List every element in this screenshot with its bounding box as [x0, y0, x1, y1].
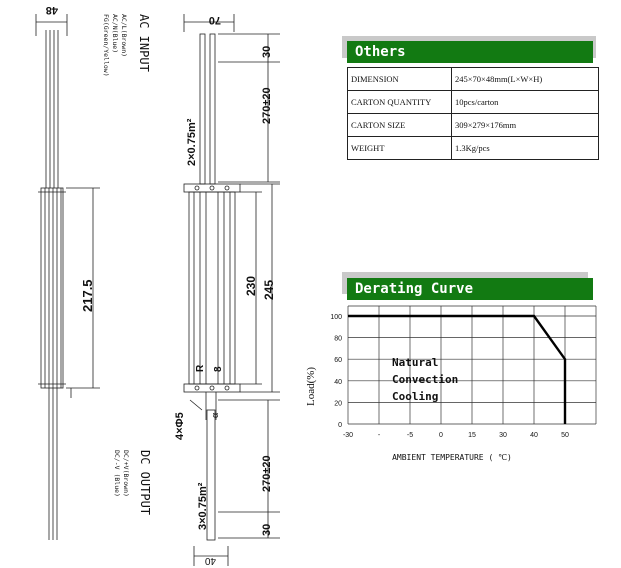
output-wire-spec: 3×0.75m²	[197, 482, 209, 530]
dc-output-title: DC OUTPUT	[138, 450, 152, 516]
x-tick-label: 0	[439, 432, 443, 439]
y-tick-label: 20	[334, 400, 342, 408]
y-tick-label: 40	[334, 378, 342, 386]
mount-distance: 245	[262, 279, 276, 300]
input-wire-spec: 2×0.75m²	[186, 118, 198, 166]
y-tick-label: 0	[338, 422, 342, 429]
y-tick-label: 100	[330, 314, 342, 321]
dc-wire-pos: DC/+V(Brown)	[122, 450, 130, 497]
ac-wire-n: AC/N(Blue)	[111, 14, 119, 54]
x-tick-label: -	[377, 432, 381, 439]
y-tick-label: 60	[334, 357, 342, 365]
curve-label-convection: Convection	[392, 373, 459, 386]
x-axis-label: AMBIENT TEMPERATURE ( ℃)	[392, 453, 512, 462]
table-row	[348, 114, 599, 137]
body-length: 230	[244, 275, 258, 296]
dimension-label: DIMENSION	[348, 68, 452, 91]
others-title: Others	[347, 41, 593, 63]
dimension-value: 245×70×48mm(L×W×H)	[452, 68, 599, 91]
derating-title: Derating Curve	[347, 278, 593, 300]
lead-length-bottom: 270±20	[261, 455, 273, 492]
hole-label: 4×Φ5	[174, 412, 186, 440]
table-row	[348, 68, 599, 91]
x-tick-label: -5	[406, 432, 414, 439]
small-dimension: α	[210, 412, 220, 418]
derating-series-line	[348, 316, 565, 424]
ac-wire-fg: FG(Green/Yellow)	[102, 14, 110, 77]
lead-bottom-dimension: 30	[261, 523, 273, 536]
x-tick-label: 30	[499, 432, 507, 439]
dc-wire-neg: DC/-V (Blue)	[113, 450, 121, 497]
x-tick-label: 40	[530, 432, 538, 439]
table-row	[348, 91, 599, 114]
slot-label: 8	[213, 366, 224, 372]
y-tick-label: 80	[334, 335, 342, 343]
lead-length-top: 270±20	[261, 87, 273, 124]
radius-label: R	[195, 364, 206, 372]
x-tick-label: 50	[561, 432, 569, 439]
ac-wire-l: AC/L(Brown)	[120, 14, 128, 58]
curve-label-cooling: Cooling	[392, 390, 439, 403]
carton-size-label: CARTON SIZE	[348, 114, 452, 137]
x-tick-label: -30	[342, 432, 354, 439]
carton-quantity-value: 10pcs/carton	[452, 91, 599, 114]
left-top-dimension: 48	[45, 4, 58, 16]
weight-value: 1.3Kg/pcs	[452, 137, 599, 160]
carton-size-value: 309×279×176mm	[452, 114, 599, 137]
right-top-dimension: 70	[208, 14, 221, 26]
curve-label-natural: Natural	[392, 356, 439, 369]
weight-label: WEIGHT	[348, 137, 452, 160]
lead-top-dimension: 30	[261, 45, 273, 58]
left-body-length: 217.5	[80, 279, 95, 312]
carton-quantity-label: CARTON QUANTITY	[348, 91, 452, 114]
others-table	[347, 67, 599, 160]
ac-input-title: AC INPUT	[137, 14, 151, 72]
y-axis-label: Load(%)	[305, 366, 317, 406]
table-row	[348, 137, 599, 160]
bottom-dimension: 40	[204, 555, 216, 566]
x-tick-label: 15	[468, 432, 476, 439]
